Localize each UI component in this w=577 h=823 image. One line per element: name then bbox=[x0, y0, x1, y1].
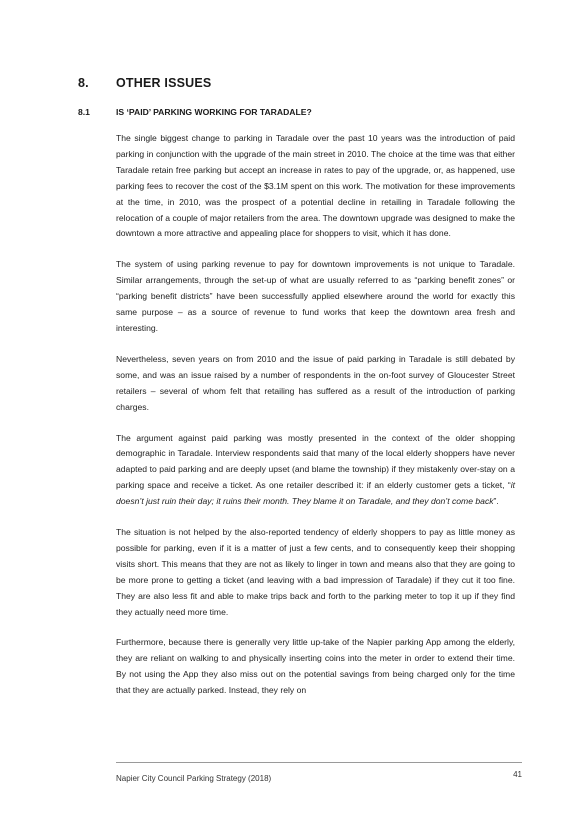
paragraph: Nevertheless, seven years on from 2010 and the issue of paid parking in Taradale is still debated by some, and was an issue raised by a number of respondents in the on-foot survey of Gloucester Street retailers – several of whom felt that retailing has suffered as a result of the introduction of parking charges. bbox=[116, 353, 515, 412]
footer-divider bbox=[116, 762, 522, 763]
paragraph: The single biggest change to parking in Taradale over the past 10 years was the introduction of paid parking in conjunction with the upgrade of the main street in 2010. The choice at the time was that either Taradale retain free parking but accept an increase in rates to pay of the upgrade, or, as happened, use parking fees to recover the cost of the $3.1M spent on this work. The motivation for these improvements at the time, in 2010, was the prospect of a potential decline in retailing in Taradale following the relocation of a couple of major retailers from the area. The downtown upgrade was designed to make the downtown a more attractive and appealing place for shoppers to visit, which it has done. bbox=[116, 133, 515, 239]
paragraph-with-quote bbox=[116, 431, 515, 511]
body-text bbox=[116, 131, 515, 714]
paragraph: The system of using parking revenue to pay for downtown improvements is not unique to Taradale. Similar arrangements, through the set-up of what are usually referred to as “parking benefit zones” or “parking benefit districts” have been successfully applied elsewhere around the world for exactly this same purpose – as a source of revenue to fund works that keep the downtown area fresh and interesting. bbox=[116, 259, 515, 333]
paragraph: The situation is not helped by the also-reported tendency of elderly shoppers to pay as little money as possible for parking, even if it is a matter of just a few cents, and to consequently keep their shopping visits short. This means that they are not as likely to linger in town and means also that they are going to be more prone to getting a ticket (and leaving with a bad impression of Taradale) if they cut it too fine. They are also less fit and able to make trips back and forth to the parking meter to top it up if they find they actually need more time. bbox=[116, 527, 515, 617]
footer-document-title: Napier City Council Parking Strategy (2018) bbox=[116, 774, 272, 783]
paragraph-text: The argument against paid parking was mostly presented in the context of the older shopping demographic in Taradale. Interview respondents said that many of the local elderly shoppers have never adapted to paid parking and are deeply upset (and blame the township) if they mistakenly over-stay on a parking space and receive a ticket. As one retailer described it: if an elderly customer gets a ticket, “ bbox=[116, 432, 515, 491]
subsection-heading bbox=[78, 107, 518, 117]
paragraph-text-end: ”. bbox=[493, 496, 499, 507]
section-title: OTHER ISSUES bbox=[116, 76, 212, 90]
subsection-title: IS ‘PAID’ PARKING WORKING FOR TARADALE? bbox=[116, 107, 312, 117]
section-heading bbox=[78, 76, 518, 90]
section-number: 8. bbox=[78, 76, 89, 90]
page-number: 41 bbox=[513, 770, 522, 779]
paragraph: Furthermore, because there is generally very little up-take of the Napier parking App among the elderly, they are reliant on walking to and physically inserting coins into the meter in order to extend their time. By not using the App they also miss out on the potential savings from being charged only for the time that they are actually parked. Instead, they rely on bbox=[116, 637, 515, 696]
subsection-number: 8.1 bbox=[78, 107, 90, 117]
retailer-quote: it doesn’t just ruin their day; it ruins their month. They blame it on Taradale, and they don’t come back bbox=[116, 480, 515, 507]
